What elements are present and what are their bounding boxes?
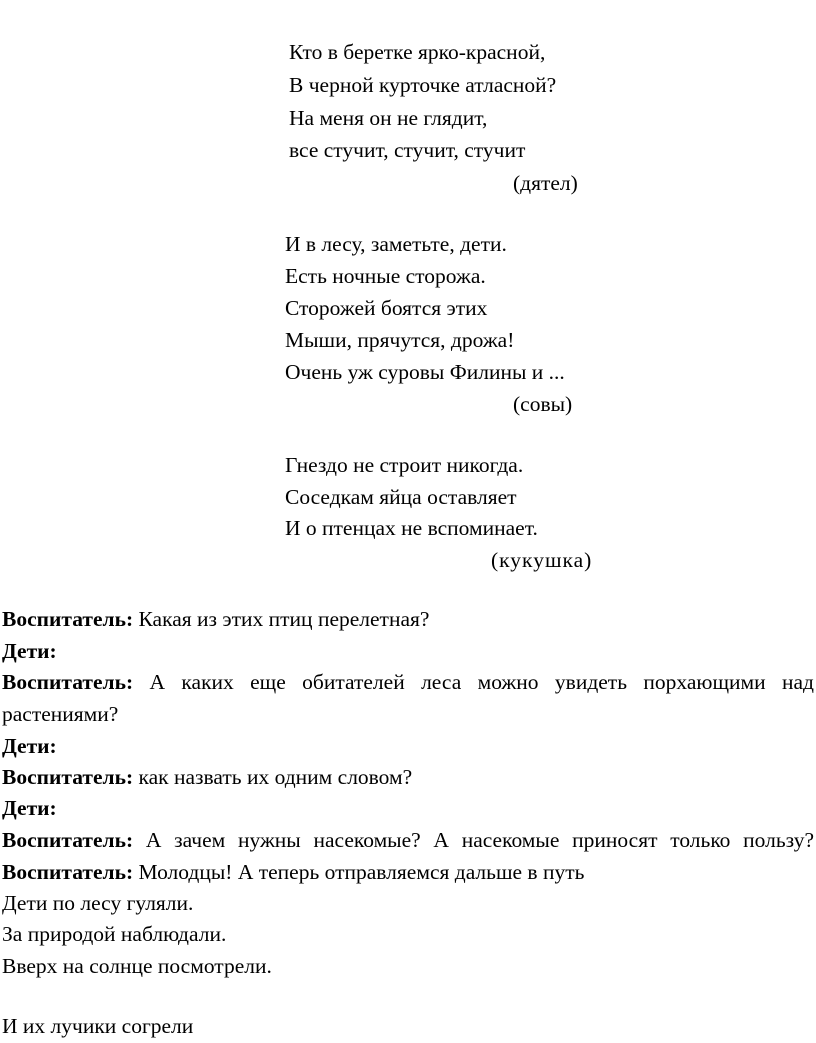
teacher-question-4: А зачем нужны насекомые? А насекомые приносят только пользу? [145, 828, 814, 852]
dialogue-teacher-4 [2, 825, 814, 888]
riddle-2-line-4: Мыши, прячутся, дрожа! [285, 328, 515, 352]
riddle-2-line-2: Есть ночные сторожа. [285, 264, 486, 288]
dialogue-teacher-1 [2, 604, 814, 636]
riddle-2-line-1: И в лесу, заметьте, дети. [285, 232, 507, 256]
riddle-3-line-2: Соседкам яйца оставляет [285, 485, 517, 509]
riddle-2-answer: (совы) [513, 392, 573, 416]
riddle-1-line-4: все стучит, стучит, стучит [289, 138, 526, 162]
children-label: Дети: [2, 734, 57, 758]
children-label: Дети: [2, 796, 57, 820]
poem-line-4: И их лучики согрели [2, 1014, 194, 1038]
teacher-question-1: Какая из этих птиц перелетная? [138, 607, 430, 631]
dialogue-children-1 [2, 636, 814, 668]
teacher-question-3: как назвать их одним словом? [138, 765, 413, 789]
teacher-label: Воспитатель: [2, 828, 134, 852]
dialogue-children-2 [2, 731, 814, 763]
riddle-2-line-3: Сторожей боятся этих [285, 296, 488, 320]
teacher-question-2: А каких еще обитателей леса можно увидеть порхающими над растениями? [2, 670, 814, 726]
riddle-1-answer: (дятел) [513, 171, 578, 195]
teacher-label: Воспитатель: [2, 859, 134, 884]
riddle-2-line-5: Очень уж суровы Филины и ... [285, 360, 565, 384]
dialogue-teacher-3 [2, 762, 814, 794]
teacher-label: Воспитатель: [2, 670, 134, 694]
riddle-3-answer: (кукушка) [491, 548, 593, 572]
riddle-3-line-1: Гнездо не строит никогда. [285, 453, 524, 477]
dialogue-children-3 [2, 793, 814, 825]
teacher-remark: Молодцы! А теперь отправляемся дальше в путь [138, 859, 585, 884]
children-label: Дети: [2, 639, 57, 663]
teacher-label: Воспитатель: [2, 765, 134, 789]
teacher-label: Воспитатель: [2, 607, 134, 631]
dialogue-teacher-2 [2, 667, 814, 730]
riddle-1-line-1: Кто в беретке ярко-красной, [289, 40, 546, 64]
poem-line-1: Дети по лесу гуляли. [2, 891, 194, 915]
riddle-3-line-3: И о птенцах не вспоминает. [285, 516, 538, 540]
poem-line-3: Вверх на солнце посмотрели. [2, 954, 272, 978]
poem-line-2: За природой наблюдали. [2, 922, 227, 946]
riddle-1-line-2: В черной курточке атласной? [289, 73, 557, 97]
riddle-1-line-3: На меня он не глядит, [289, 106, 488, 130]
